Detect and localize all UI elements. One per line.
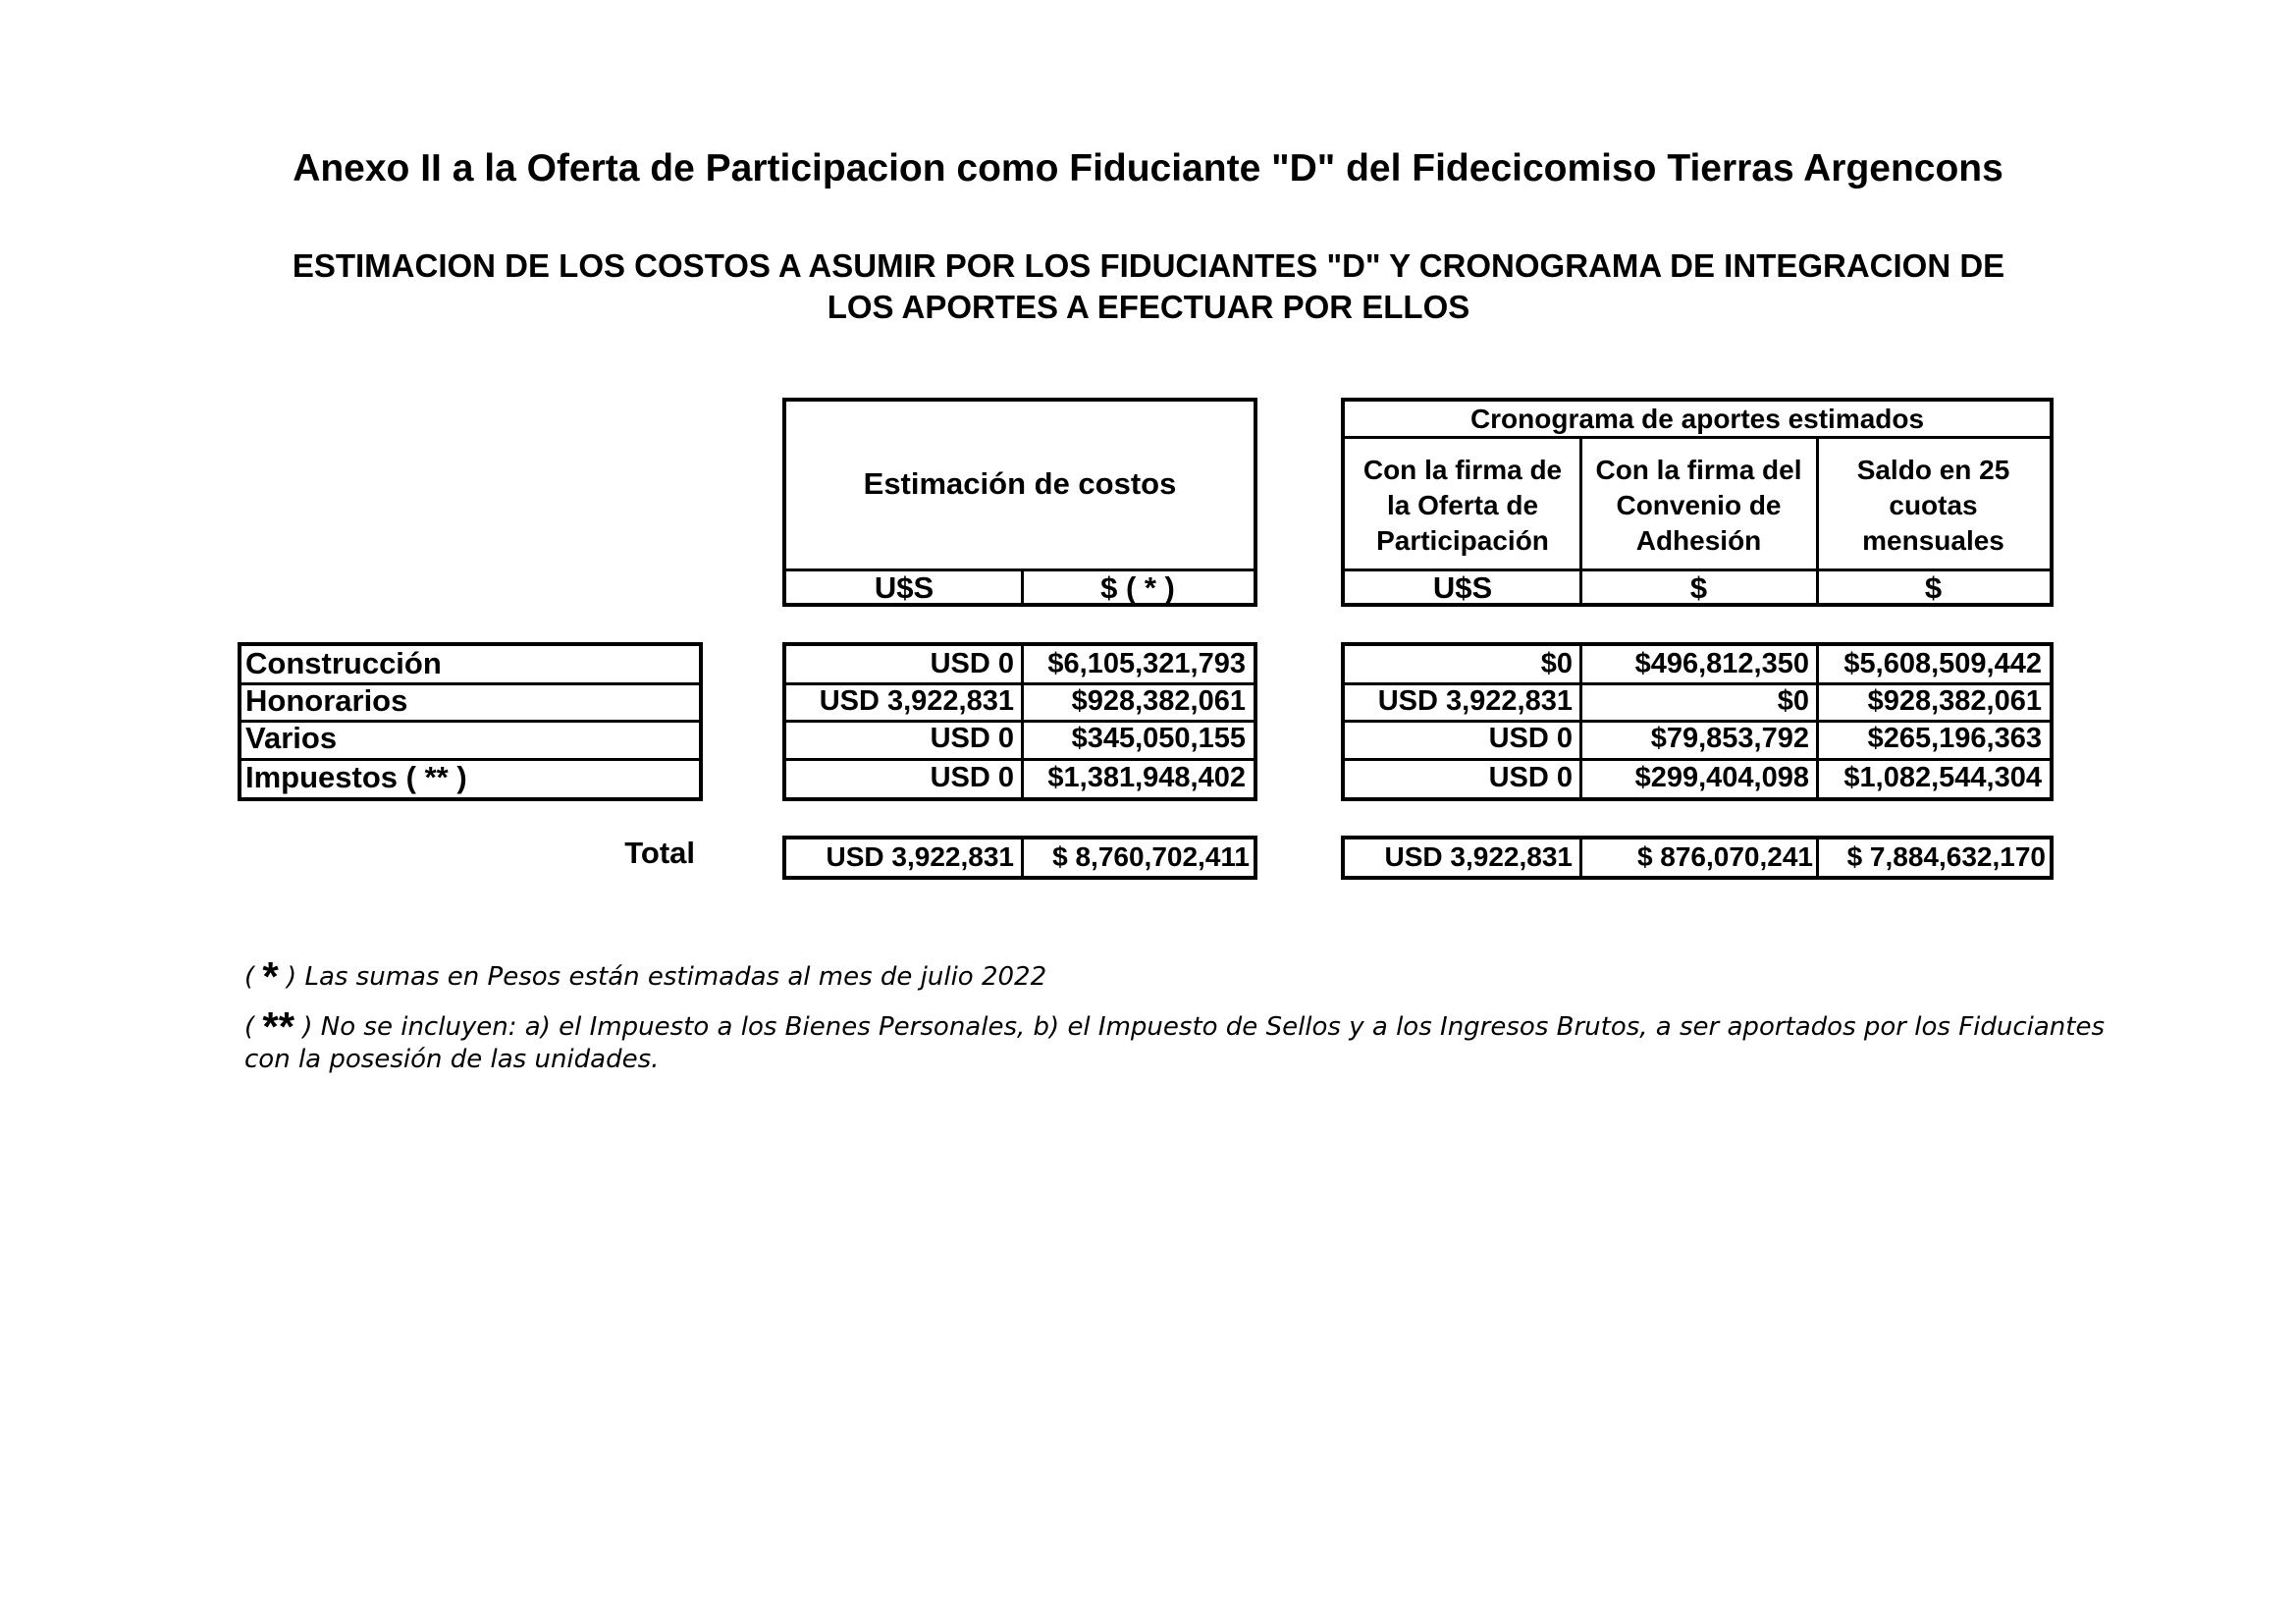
table-cell: $928,382,061 bbox=[1071, 685, 1246, 717]
table-cell: USD 0 bbox=[930, 762, 1014, 793]
footnote-2-continuation: con la posesión de las unidades. bbox=[244, 1045, 660, 1074]
subtitle-line-1: ESTIMACION DE LOS COSTOS A ASUMIR POR LOS FIDUCIANTES "D" Y CRONOGRAMA DE INTEGRACION DE bbox=[292, 247, 2005, 284]
table-cell: $0 bbox=[1777, 685, 1809, 717]
costs-values-box bbox=[782, 642, 1257, 801]
total-s3: $ 7,884,632,170 bbox=[1846, 841, 2046, 872]
costs-total-box bbox=[782, 836, 1257, 880]
schedule-col2-header: Con la firma del Convenio de Adhesión bbox=[1595, 455, 1802, 556]
table-cell: $0 bbox=[1540, 648, 1573, 679]
schedule-col2-unit: $ bbox=[1689, 570, 1708, 605]
table-cell: $5,608,509,442 bbox=[1843, 648, 2042, 679]
table-cell: $928,382,061 bbox=[1867, 685, 2042, 717]
row-label-honorarios: Honorarios bbox=[245, 683, 408, 718]
schedule-col1-unit: U$S bbox=[1432, 570, 1493, 605]
schedule-values-box bbox=[1341, 642, 2054, 801]
costs-header-box bbox=[782, 398, 1257, 607]
footnote-1: ( * ) Las sumas en Pesos están estimadas al mes de julio 2022 bbox=[244, 953, 1047, 1000]
schedule-col3-header: Saldo en 25 cuotas mensuales bbox=[1856, 455, 2010, 556]
double-asterisk-mark: ** bbox=[262, 1003, 295, 1050]
document-subtitle bbox=[265, 245, 2032, 328]
total-usd: USD 3,922,831 bbox=[826, 841, 1014, 872]
table-cell: $6,105,321,793 bbox=[1047, 648, 1246, 679]
table-cell: $299,404,098 bbox=[1634, 762, 1809, 793]
table-cell: $496,812,350 bbox=[1634, 648, 1809, 679]
table-cell: $1,381,948,402 bbox=[1047, 762, 1246, 793]
row-label-impuestos: Impuestos ( ** ) bbox=[245, 760, 467, 794]
row-label-varios: Varios bbox=[245, 721, 338, 755]
table-cell: USD 0 bbox=[930, 723, 1014, 754]
total-s1: USD 3,922,831 bbox=[1384, 841, 1573, 872]
schedule-header-box bbox=[1341, 398, 2054, 607]
schedule-header-title: Cronograma de aportes estimados bbox=[1469, 404, 1925, 434]
table-cell: $79,853,792 bbox=[1650, 723, 1809, 754]
total-ars: $ 8,760,702,411 bbox=[1052, 841, 1250, 872]
table-cell: $345,050,155 bbox=[1071, 723, 1246, 754]
row-labels-box bbox=[238, 642, 703, 801]
table-cell: USD 3,922,831 bbox=[819, 685, 1014, 717]
asterisk-mark: * bbox=[262, 953, 279, 1000]
total-label: Total bbox=[624, 836, 695, 870]
table-cell: USD 0 bbox=[930, 648, 1014, 679]
row-label-construccion: Construcción bbox=[245, 646, 442, 680]
schedule-col1-header: Con la firma de la Oferta de Participación bbox=[1362, 455, 1563, 556]
subtitle-line-2: LOS APORTES A EFECTUAR POR ELLOS bbox=[827, 289, 1470, 325]
document-title: Anexo II a la Oferta de Participacion como Fiduciante "D" del Fidecicomiso Tierras Argencons bbox=[293, 147, 2003, 189]
table-cell: USD 0 bbox=[1488, 723, 1573, 754]
table-cell: $265,196,363 bbox=[1867, 723, 2042, 754]
costs-header-title: Estimación de costos bbox=[863, 466, 1177, 501]
table-cell: USD 0 bbox=[1488, 762, 1573, 793]
schedule-col3-unit: $ bbox=[1924, 570, 1943, 605]
schedule-total-box bbox=[1341, 836, 2054, 880]
costs-col-ars-header: $ ( * ) bbox=[1100, 570, 1175, 605]
costs-col-usd-header: U$S bbox=[874, 570, 934, 605]
table-cell: USD 3,922,831 bbox=[1377, 685, 1573, 717]
footnote-2: ( ** ) No se incluyen: a) el Impuesto a los Bienes Personales, b) el Impuesto de Sellos y a los Ingresos Brutos, a ser aportados por los Fiduciantes bbox=[244, 1003, 2106, 1050]
total-s2: $ 876,070,241 bbox=[1636, 841, 1813, 872]
table-cell: $1,082,544,304 bbox=[1843, 762, 2042, 793]
